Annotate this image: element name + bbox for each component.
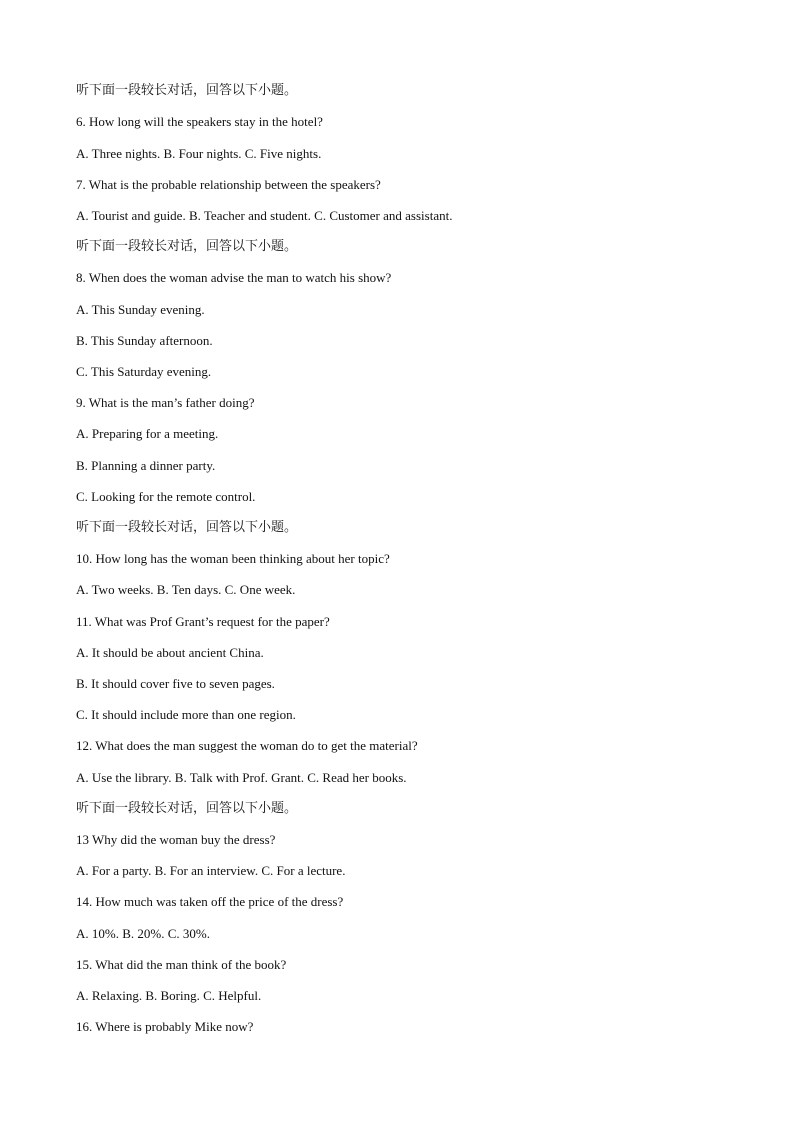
question-10: 10. How long has the woman been thinking about her topic? bbox=[76, 551, 390, 566]
question-11-option-a: A. It should be about ancient China. bbox=[76, 645, 264, 660]
question-9-option-b: B. Planning a dinner party. bbox=[76, 458, 216, 473]
question-13: 13 Why did the woman buy the dress? bbox=[76, 832, 276, 847]
question-8-option-a: A. This Sunday evening. bbox=[76, 302, 205, 317]
question-9: 9. What is the man’s father doing? bbox=[76, 395, 255, 410]
question-14: 14. How much was taken off the price of the dress? bbox=[76, 894, 344, 909]
question-13-options: A. For a party. B. For an interview. C. For a lecture. bbox=[76, 863, 346, 878]
section-instruction: 听下面一段较长对话，回答以下小题。 bbox=[76, 239, 298, 254]
section-instruction: 听下面一段较长对话，回答以下小题。 bbox=[76, 520, 298, 535]
question-16: 16. Where is probably Mike now? bbox=[76, 1019, 254, 1034]
question-9-option-a: A. Preparing for a meeting. bbox=[76, 426, 219, 441]
question-9-option-c: C. Looking for the remote control. bbox=[76, 489, 256, 504]
question-12-options: A. Use the library. B. Talk with Prof. Grant. C. Read her books. bbox=[76, 770, 407, 785]
question-14-options: A. 10%. B. 20%. C. 30%. bbox=[76, 926, 210, 941]
question-8-option-b: B. This Sunday afternoon. bbox=[76, 333, 213, 348]
question-8-option-c: C. This Saturday evening. bbox=[76, 364, 212, 379]
question-8: 8. When does the woman advise the man to watch his show? bbox=[76, 270, 392, 285]
question-12: 12. What does the man suggest the woman do to get the material? bbox=[76, 738, 418, 753]
question-10-options: A. Two weeks. B. Ten days. C. One week. bbox=[76, 582, 296, 597]
question-6: 6. How long will the speakers stay in the hotel? bbox=[76, 114, 323, 129]
question-11: 11. What was Prof Grant’s request for the paper? bbox=[76, 614, 330, 629]
section-instruction: 听下面一段较长对话，回答以下小题。 bbox=[76, 801, 298, 816]
question-15: 15. What did the man think of the book? bbox=[76, 957, 287, 972]
question-7: 7. What is the probable relationship between the speakers? bbox=[76, 177, 381, 192]
question-11-option-c: C. It should include more than one region. bbox=[76, 707, 296, 722]
question-15-options: A. Relaxing. B. Boring. C. Helpful. bbox=[76, 988, 262, 1003]
question-11-option-b: B. It should cover five to seven pages. bbox=[76, 676, 275, 691]
question-7-options: A. Tourist and guide. B. Teacher and student. C. Customer and assistant. bbox=[76, 208, 453, 223]
section-instruction: 听下面一段较长对话，回答以下小题。 bbox=[76, 83, 298, 98]
question-6-options: A. Three nights. B. Four nights. C. Five nights. bbox=[76, 146, 322, 161]
